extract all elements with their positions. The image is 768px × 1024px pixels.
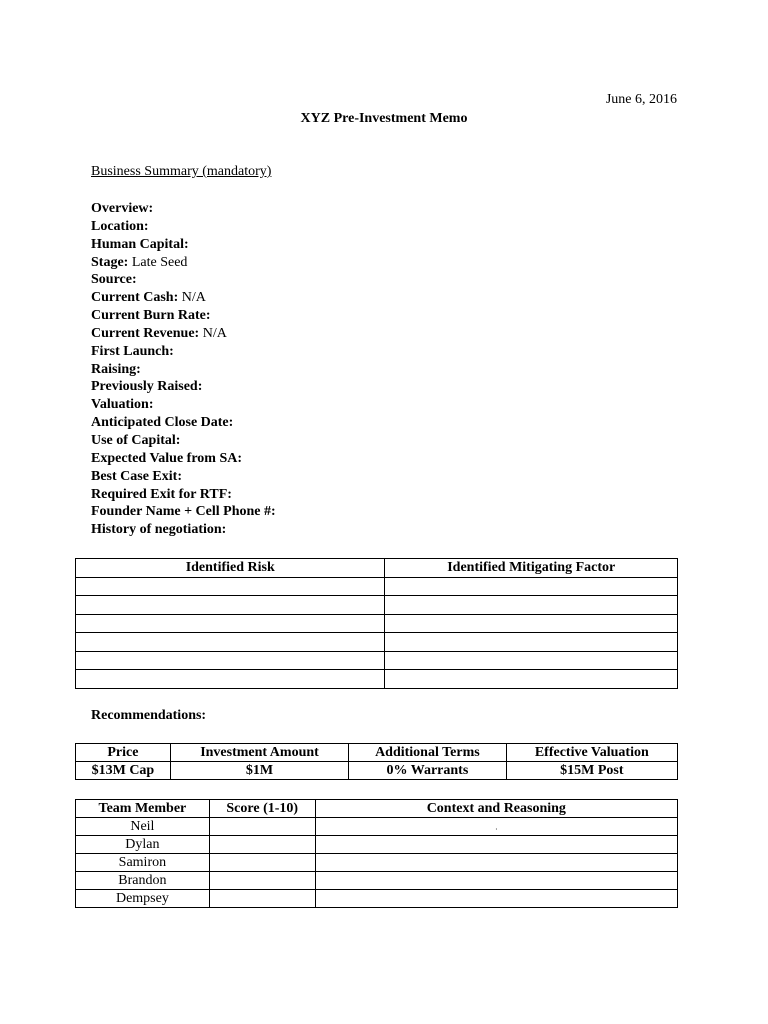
column-header-investment-amount: Investment Amount [170,744,348,762]
context-cell [315,890,677,908]
field-previously-raised [91,378,276,396]
mitigating-factor-cell [385,670,678,689]
risk-cell [76,577,385,596]
mitigating-factor-cell [385,614,678,633]
column-header-additional-terms: Additional Terms [349,744,506,762]
field-overview [91,200,276,218]
terms-header-row [76,744,678,762]
effective-valuation-value: $15M Post [506,762,677,780]
table-row [76,854,678,872]
risk-cell [76,670,385,689]
column-header-score: Score (1-10) [209,800,315,818]
field-label: Stage: [91,254,129,270]
score-cell [209,890,315,908]
column-header-price: Price [76,744,171,762]
memo-date: June 6, 2016 [605,92,677,107]
price-value: $13M Cap [76,762,171,780]
field-current-burn-rate [91,307,276,325]
field-label: Current Revenue: [91,325,200,341]
memo-title: XYZ Pre-Investment Memo [300,111,468,126]
field-label: Valuation: [91,397,154,413]
column-header-team-member: Team Member [76,800,210,818]
risk-cell [76,596,385,615]
investment-amount-value: $1M [170,762,348,780]
context-cell [315,854,677,872]
field-first-launch [91,343,276,361]
score-cell [209,872,315,890]
score-cell [209,854,315,872]
field-value: Late Seed [131,254,188,270]
table-row [76,818,678,836]
field-label: Current Cash: [91,290,179,306]
field-label: Source: [91,272,137,288]
table-row [76,651,678,670]
mitigating-factor-cell [385,577,678,596]
field-label: Overview: [91,201,154,216]
column-header-effective-valuation: Effective Valuation [506,744,677,762]
column-header-mitigating-factor: Identified Mitigating Factor [385,559,678,578]
column-header-identified-risk: Identified Risk [76,559,385,578]
field-stage [91,254,276,272]
table-row [76,890,678,908]
field-label: First Launch: [91,343,174,359]
field-best-case-exit [91,468,276,486]
team-score-table [75,799,678,908]
team-member-name: Neil [76,818,210,836]
business-summary-fields [91,200,276,539]
context-cell [315,836,677,854]
risk-cell [76,614,385,633]
table-row [76,836,678,854]
context-cell [315,818,677,836]
mitigating-factor-cell [385,651,678,670]
field-history-of-negotiation [91,521,276,539]
field-label: Previously Raised: [91,379,203,395]
field-label: Location: [91,218,149,234]
score-cell [209,836,315,854]
team-member-name: Brandon [76,872,210,890]
field-value: N/A [202,325,227,341]
field-label: History of negotiation: [91,522,227,538]
context-cell [315,872,677,890]
risk-table [75,558,678,689]
field-raising [91,361,276,379]
risk-cell [76,633,385,652]
field-required-exit [91,486,276,504]
team-member-name: Dylan [76,836,210,854]
field-current-cash [91,289,276,307]
field-label: Use of Capital: [91,432,181,448]
field-label: Human Capital: [91,236,189,252]
table-row [76,670,678,689]
field-current-revenue [91,325,276,343]
table-row [76,614,678,633]
field-location [91,218,276,236]
field-valuation [91,396,276,414]
mitigating-factor-cell [385,596,678,615]
field-label: Expected Value from SA: [91,450,243,466]
field-use-of-capital [91,432,276,450]
table-row [76,577,678,596]
recommendations-heading: Recommendations: [91,708,207,723]
field-value: N/A [181,290,206,306]
score-cell [209,818,315,836]
business-summary-heading: Business Summary (mandatory) [91,164,272,179]
field-label: Required Exit for RTF: [91,486,232,502]
field-label: Raising: [91,361,141,377]
table-row [76,872,678,890]
risk-table-header [76,559,678,578]
field-label: Current Burn Rate: [91,308,211,324]
mitigating-factor-cell [385,633,678,652]
field-label: Founder Name + Cell Phone #: [91,504,276,520]
terms-value-row [76,762,678,780]
column-header-context: Context and Reasoning [315,800,677,818]
field-expected-value [91,450,276,468]
field-label: Best Case Exit: [91,468,182,484]
investment-terms-table [75,743,678,780]
team-member-name: Samiron [76,854,210,872]
field-anticipated-close-date [91,414,276,432]
team-member-name: Dempsey [76,890,210,908]
field-founder-contact [91,503,276,521]
additional-terms-value: 0% Warrants [349,762,506,780]
context-text: . [495,822,498,832]
table-row [76,633,678,652]
table-row [76,596,678,615]
field-label: Anticipated Close Date: [91,415,234,431]
team-table-header [76,800,678,818]
field-source [91,271,276,289]
risk-cell [76,651,385,670]
field-human-capital [91,236,276,254]
